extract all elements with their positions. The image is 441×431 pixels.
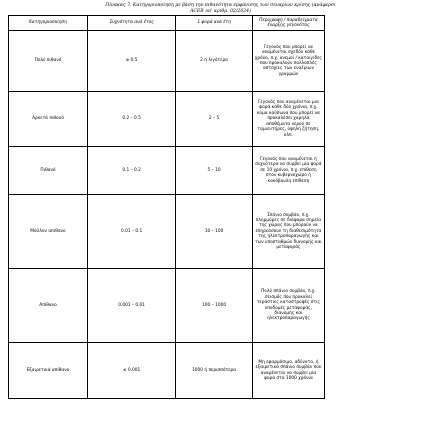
cell-once-every: 1000 ή περισσότερα xyxy=(176,343,253,399)
table-row xyxy=(9,147,433,195)
cell-frequency: 0.2 – 0.5 xyxy=(87,92,175,147)
header-once-every: 1 φορά ανά έτη xyxy=(176,16,253,31)
cell-once-every: 2 ή λιγότερα xyxy=(176,31,253,92)
cell-frequency: 0.1 – 0.2 xyxy=(87,147,175,195)
cell-description: Σπάνιο συμβάν, π.χ. πλημμύρες σε διάφορα σημεία της χώρας που μπορούν να επηρεάσουν τη διαθεσιμότητα της ηλεκτροπαραγωγής και των υποσταθμών διανομής και μεταφοράς xyxy=(252,195,324,269)
spacer-cell xyxy=(324,31,432,92)
header-row xyxy=(9,16,433,31)
spacer-cell xyxy=(324,92,432,147)
cell-description: Πολύ σπάνιο συμβάν, π.χ. σεισμός που προκαλεί τεράστιες καταστροφές στις υποδομές μεταφοράς, διανομής και ηλεκτροπαραγωγής xyxy=(252,269,324,343)
cell-frequency: ≤ 0.001 xyxy=(87,343,175,399)
caption-line-1: Πίνακας 7. Κατηγοριοποίηση με βάση την πιθανότητα εμφάνισης των σεναρίων κρίσης (ανάφερσι xyxy=(105,3,336,8)
spacer-cell xyxy=(324,343,432,399)
table-row xyxy=(9,31,433,92)
cell-category: Εξαιρετικά απίθανο xyxy=(9,343,88,399)
spacer-cell xyxy=(324,16,432,31)
cell-once-every: 5 – 10 xyxy=(176,147,253,195)
cell-description: Γεγονός που μπορεί να αναμένεται σχεδόν κάθε χρόνο, π.χ. ανεμοί / καταιγίδες που προκαλούν πολλαπλές αστοχίες των εναέριων γραμμών xyxy=(252,31,324,92)
cell-frequency: 0.001 – 0.01 xyxy=(87,269,175,343)
cell-category: Πολύ πιθανό xyxy=(9,31,88,92)
cell-description: Γεγονός που αναμένεται ή συχνότερα να συμβεί μία φορά σε 10 χρόνια, π.χ. επίθεση στον κυβερνοχώρο ή κακόβουλη επίθεση xyxy=(252,147,324,195)
table-row xyxy=(9,269,433,343)
cell-category: Μάλλον απίθανο xyxy=(9,195,88,269)
cell-once-every: 100 – 1000 xyxy=(176,269,253,343)
header-category: Κατηγοριοποίηση xyxy=(9,16,88,31)
cell-description: Γεγονός που αναμένεται μια φορά κάθε δύο χρόνια, π.χ. κύμα καύσωνα που μπορεί να προκαλέσει χαμηλά αποθέματα νερού σε ταμιευτήρες, ύφηλή ζήτηση, κλπ. xyxy=(252,92,324,147)
cell-once-every: 10 – 100 xyxy=(176,195,253,269)
header-description: Περιγραφή / παραδείγματα έναρξης γεγονότος xyxy=(252,16,324,31)
cell-frequency: 0.01 – 0.1 xyxy=(87,195,175,269)
cell-description: Μη εφαρμόσιμο, αδύνατο, ή εξαιρετικά σπάνιο συμβάν που αναμένεται να συμβεί μία φορά στα 1000 χρόνια xyxy=(252,343,324,399)
spacer-cell xyxy=(324,195,432,269)
caption-line-2: ACER υπ' αριθμ. 02/2024) xyxy=(190,9,251,14)
spacer-cell xyxy=(324,269,432,343)
table-row xyxy=(9,343,433,399)
table-caption xyxy=(8,3,433,15)
spacer-cell xyxy=(324,147,432,195)
cell-once-every: 2 – 5 xyxy=(176,92,253,147)
cell-category: Αρκετά πιθανό xyxy=(9,92,88,147)
table-row xyxy=(9,195,433,269)
cell-category: Πιθανό xyxy=(9,147,88,195)
table-row xyxy=(9,92,433,147)
header-frequency: Συχνότητα ανά έτος xyxy=(87,16,175,31)
probability-table xyxy=(8,15,433,399)
cell-frequency: ≥ 0.5 xyxy=(87,31,175,92)
cell-category: Απίθανο xyxy=(9,269,88,343)
